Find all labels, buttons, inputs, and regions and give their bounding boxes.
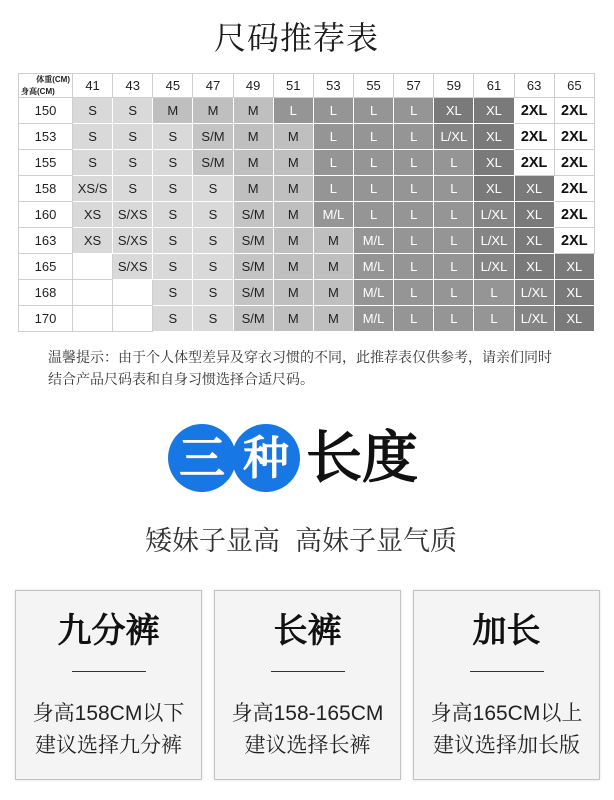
size-cell: S — [153, 280, 193, 306]
size-cell: XL — [474, 124, 514, 150]
size-cell: S — [153, 150, 193, 176]
size-cell: S — [113, 98, 153, 124]
weight-axis-label: 体重(CM) — [36, 75, 70, 84]
size-cell: S — [153, 228, 193, 254]
height-cell: 163 — [19, 228, 73, 254]
size-cell: 2XL — [515, 98, 555, 124]
tip-note — [48, 346, 552, 390]
size-recommendation-table — [18, 73, 595, 332]
size-cell: L — [434, 306, 474, 332]
height-cell: 168 — [19, 280, 73, 306]
table-row — [19, 306, 595, 332]
size-cell: M — [274, 176, 314, 202]
table-header-row — [19, 74, 595, 98]
size-cell: L — [354, 124, 394, 150]
divider-line — [470, 671, 544, 672]
weight-header-cell: 57 — [394, 74, 434, 98]
size-cell: S — [73, 124, 113, 150]
size-cell: XS — [73, 228, 113, 254]
size-cell: M/L — [314, 202, 354, 228]
size-cell: M — [234, 150, 274, 176]
size-cell: M/L — [354, 228, 394, 254]
size-cell: S — [153, 202, 193, 228]
weight-header-cell: 61 — [474, 74, 514, 98]
size-cell: L — [394, 254, 434, 280]
size-cell: L — [474, 280, 514, 306]
size-cell: M — [274, 150, 314, 176]
size-cell: L — [394, 150, 434, 176]
table-row — [19, 202, 595, 228]
size-cell: L/XL — [474, 228, 514, 254]
size-cell: M — [193, 98, 233, 124]
size-cell: S/M — [234, 202, 274, 228]
weight-header-cell: 53 — [314, 74, 354, 98]
size-cell: L/XL — [434, 124, 474, 150]
size-cell: S — [73, 150, 113, 176]
size-cell: S — [193, 228, 233, 254]
size-cell: M — [153, 98, 193, 124]
size-cell: L — [354, 150, 394, 176]
size-cell: L — [354, 176, 394, 202]
badge-circle: 种 — [232, 424, 300, 492]
height-cell: 150 — [19, 98, 73, 124]
table-row — [19, 124, 595, 150]
divider-line — [271, 671, 345, 672]
table-row — [19, 98, 595, 124]
size-cell: L — [394, 98, 434, 124]
size-cell: M — [234, 98, 274, 124]
size-cell: S/M — [234, 280, 274, 306]
size-cell: 2XL — [515, 150, 555, 176]
size-cell: XL — [474, 98, 514, 124]
size-cell: L — [394, 124, 434, 150]
size-cell: 2XL — [555, 176, 595, 202]
length-option-card — [214, 590, 401, 780]
length-option-card — [413, 590, 600, 780]
table-row — [19, 150, 595, 176]
weight-header-cell: 63 — [515, 74, 555, 98]
page-title: 尺码推荐表 — [213, 20, 379, 56]
size-cell: S — [193, 176, 233, 202]
three-lengths-heading — [168, 424, 418, 492]
size-cell: L — [434, 202, 474, 228]
size-cell: M — [314, 228, 354, 254]
option-advice: 建议选择九分裤 — [35, 734, 182, 757]
weight-header-cell: 51 — [274, 74, 314, 98]
size-cell: XL — [555, 280, 595, 306]
size-cell: XL — [434, 98, 474, 124]
size-cell: S — [193, 280, 233, 306]
size-cell: M — [274, 280, 314, 306]
size-cell: 2XL — [555, 124, 595, 150]
tagline: 矮妹子显高 高妹子显气质 — [144, 526, 457, 556]
size-cell: L — [434, 228, 474, 254]
size-cell: L/XL — [474, 254, 514, 280]
divider-line — [72, 671, 146, 672]
size-cell: M/L — [354, 280, 394, 306]
size-cell: L — [434, 150, 474, 176]
size-cell: L — [434, 280, 474, 306]
badge-circle: 三 — [168, 424, 236, 492]
size-cell: S/M — [234, 254, 274, 280]
size-cell: S — [153, 306, 193, 332]
size-cell: S/XS — [113, 228, 153, 254]
empty-cell — [113, 306, 153, 332]
corner-header-cell — [19, 74, 73, 98]
size-cell: S/M — [234, 228, 274, 254]
size-cell: L — [354, 202, 394, 228]
size-cell: L — [394, 176, 434, 202]
size-cell: XL — [515, 202, 555, 228]
size-cell: L/XL — [474, 202, 514, 228]
table-header — [19, 74, 595, 98]
size-cell: L/XL — [515, 306, 555, 332]
table-row — [19, 176, 595, 202]
table-row — [19, 228, 595, 254]
option-name: 长裤 — [273, 612, 342, 650]
size-cell: L — [314, 150, 354, 176]
size-cell: XS/S — [73, 176, 113, 202]
size-cell: M/L — [354, 254, 394, 280]
size-cell: L — [394, 280, 434, 306]
size-cell: M — [314, 280, 354, 306]
option-height-range: 身高158-165CM — [231, 702, 384, 725]
size-cell: L — [394, 202, 434, 228]
tip-note-line: 结合产品尺码表和自身习惯选择合适尺码。 — [48, 371, 314, 387]
table-row — [19, 254, 595, 280]
size-cell: XL — [474, 150, 514, 176]
size-cell: S/M — [193, 124, 233, 150]
size-cell: S — [193, 202, 233, 228]
size-cell: M — [314, 254, 354, 280]
size-cell: S — [113, 176, 153, 202]
length-option-card — [15, 590, 202, 780]
size-cell: S — [153, 124, 193, 150]
size-cell: S/M — [193, 150, 233, 176]
height-cell: 153 — [19, 124, 73, 150]
size-cell: L — [434, 176, 474, 202]
size-cell: XL — [515, 254, 555, 280]
option-name: 加长 — [472, 612, 541, 650]
size-cell: 2XL — [555, 228, 595, 254]
size-cell: L — [354, 98, 394, 124]
tip-note-line: 温馨提示：由于个人体型差异及穿衣习惯的不同，此推荐表仅供参考，请亲们同时 — [48, 349, 552, 365]
size-cell: M — [274, 202, 314, 228]
size-cell: S/XS — [113, 202, 153, 228]
size-cell: S — [73, 98, 113, 124]
size-cell: L — [474, 306, 514, 332]
size-cell: 2XL — [555, 150, 595, 176]
empty-cell — [73, 254, 113, 280]
table-row — [19, 280, 595, 306]
size-cell: XL — [515, 228, 555, 254]
weight-header-cell: 41 — [73, 74, 113, 98]
size-cell: S — [113, 150, 153, 176]
size-cell: S — [153, 254, 193, 280]
height-cell: 165 — [19, 254, 73, 280]
size-cell: S — [193, 306, 233, 332]
heading-text: 长度 — [306, 426, 418, 489]
height-cell: 160 — [19, 202, 73, 228]
size-cell: L — [394, 228, 434, 254]
weight-header-cell: 55 — [354, 74, 394, 98]
option-height-range: 身高158CM以下 — [32, 702, 185, 725]
size-cell: S — [113, 124, 153, 150]
weight-header-cell: 65 — [555, 74, 595, 98]
size-cell: L — [314, 176, 354, 202]
size-cell: XL — [555, 254, 595, 280]
size-cell: XL — [474, 176, 514, 202]
height-cell: 158 — [19, 176, 73, 202]
height-cell: 170 — [19, 306, 73, 332]
option-advice: 建议选择长裤 — [244, 734, 371, 757]
height-axis-label: 身高(CM) — [21, 87, 55, 96]
size-cell: M — [274, 254, 314, 280]
size-cell: L — [394, 306, 434, 332]
size-cell: M — [274, 124, 314, 150]
size-cell: S — [153, 176, 193, 202]
size-cell: M — [274, 306, 314, 332]
size-cell: 2XL — [555, 202, 595, 228]
size-cell: M — [274, 228, 314, 254]
size-cell: XL — [515, 176, 555, 202]
size-cell: M — [234, 176, 274, 202]
size-cell: 2XL — [515, 124, 555, 150]
option-height-range: 身高165CM以上 — [430, 702, 583, 725]
size-cell: M/L — [354, 306, 394, 332]
option-name: 九分裤 — [57, 612, 160, 650]
size-cell: XS — [73, 202, 113, 228]
height-cell: 155 — [19, 150, 73, 176]
weight-header-cell: 49 — [234, 74, 274, 98]
size-cell: S/XS — [113, 254, 153, 280]
size-cell: S — [193, 254, 233, 280]
empty-cell — [73, 280, 113, 306]
size-cell: L — [274, 98, 314, 124]
weight-header-cell: 59 — [434, 74, 474, 98]
option-advice: 建议选择加长版 — [433, 734, 580, 757]
weight-header-cell: 45 — [153, 74, 193, 98]
empty-cell — [113, 280, 153, 306]
size-cell: M — [314, 306, 354, 332]
table-body — [19, 98, 595, 332]
weight-header-cell: 43 — [113, 74, 153, 98]
size-cell: L — [314, 124, 354, 150]
size-cell: L/XL — [515, 280, 555, 306]
size-cell: M — [234, 124, 274, 150]
size-cell: S/M — [234, 306, 274, 332]
empty-cell — [73, 306, 113, 332]
size-cell: L — [434, 254, 474, 280]
size-cell: XL — [555, 306, 595, 332]
size-cell: L — [314, 98, 354, 124]
weight-header-cell: 47 — [193, 74, 233, 98]
size-cell: 2XL — [555, 98, 595, 124]
